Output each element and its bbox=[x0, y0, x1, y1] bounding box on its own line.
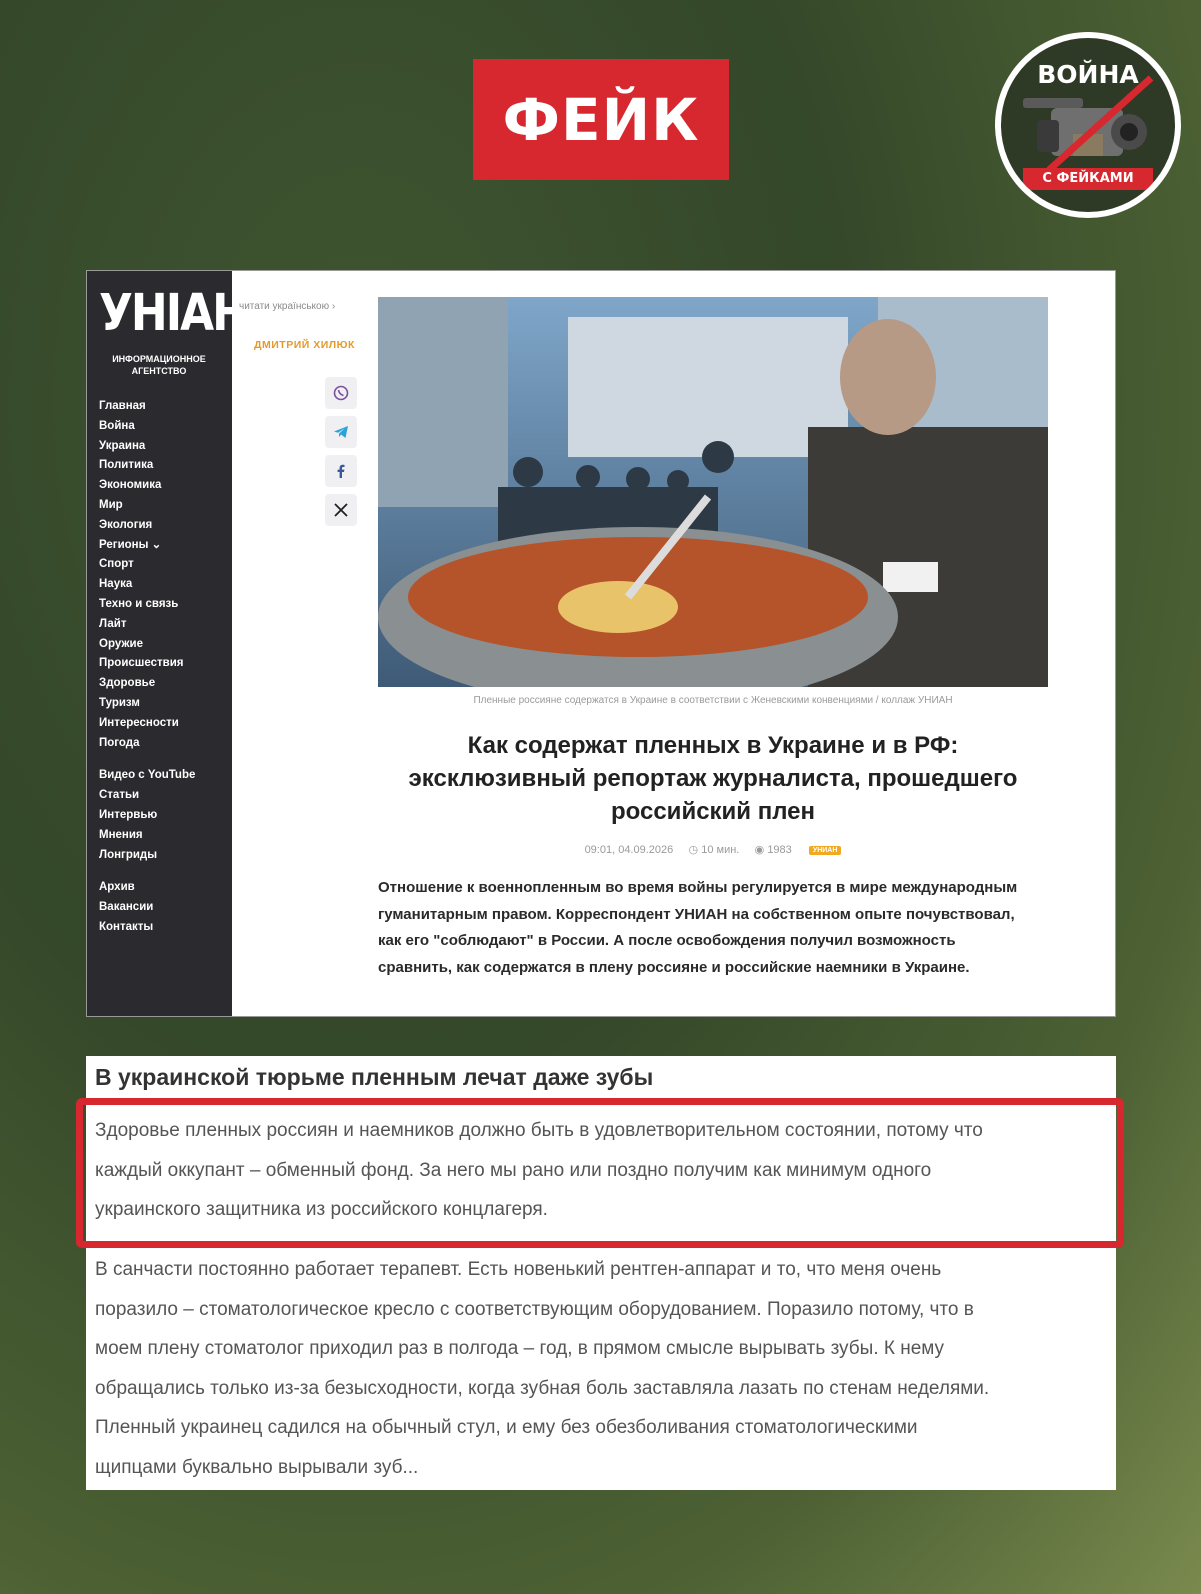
brand-tagline: ИНФОРМАЦИОННОЕ АГЕНТСТВО bbox=[112, 354, 206, 376]
text-line: щипцами буквально вырывали зуб... bbox=[95, 1456, 419, 1478]
source-badge: УНИАН bbox=[809, 846, 842, 855]
highlight-frame bbox=[76, 1098, 1124, 1248]
text-line: Здоровье пленных россиян и наемников должно быть в удовлетворительном состоянии, потому что bbox=[95, 1120, 983, 1141]
read-ukrainian-link[interactable]: читати українською › bbox=[239, 301, 336, 312]
nav-item[interactable]: Экология bbox=[99, 518, 153, 531]
telegram-share-button[interactable] bbox=[325, 416, 357, 448]
nav-item[interactable]: Экономика bbox=[99, 479, 162, 492]
nav-item[interactable]: Главная bbox=[99, 400, 146, 412]
nav-item[interactable]: Спорт bbox=[99, 558, 134, 571]
nav-item[interactable]: Лонгриды bbox=[99, 848, 158, 861]
x-icon bbox=[333, 502, 349, 518]
image-caption: Пленные россияне содержатся в Украине в соответствии с Женевскими конвенциями / коллаж УНИАН bbox=[473, 695, 953, 706]
facebook-icon bbox=[333, 463, 349, 479]
eye-icon: ◉ bbox=[754, 844, 765, 856]
fake-banner bbox=[473, 59, 729, 180]
publish-date: 09:01, 04.09.2026 bbox=[584, 844, 674, 856]
nav-item[interactable]: Регионы ⌄ bbox=[99, 538, 162, 551]
text-line: каждый оккупант – обменный фонд. За него мы рано или поздно получим как минимум одного bbox=[95, 1159, 932, 1181]
excerpt-heading: В украинской тюрьме пленным лечат даже зубы bbox=[95, 1064, 654, 1090]
nav-item[interactable]: Статьи bbox=[99, 789, 140, 802]
fake-label: ФЕЙК bbox=[502, 85, 700, 154]
text-line: поразило – стоматологическое кресло с соответствующим оборудованием. Поразило потому, что в bbox=[95, 1298, 974, 1320]
article-screenshot bbox=[86, 270, 1116, 1017]
nav-item[interactable]: Оружие bbox=[99, 637, 143, 650]
nav-item[interactable]: Погода bbox=[99, 736, 140, 749]
x-share-button[interactable] bbox=[325, 494, 357, 526]
facebook-share-button[interactable] bbox=[325, 455, 357, 487]
nav-item[interactable]: Техно и связь bbox=[99, 597, 179, 610]
view-count: 1983 bbox=[767, 844, 792, 856]
logo-top-text: ВОЙНА bbox=[1037, 60, 1139, 89]
text-line: обращались только из-за безысходности, когда зубная боль заставляла лазать по стенам неделями. bbox=[95, 1377, 990, 1399]
hero-image bbox=[378, 297, 1048, 687]
author-name[interactable]: ДМИТРИЙ ХИЛЮК bbox=[254, 339, 355, 351]
article-lead: Отношение к военнопленным во время войны регулируется в мире международным гуманитарным правом. Корреспондент УНИАН на собственном опыте почувствовал, как его "соблюдают" в России. А после освобождения получил возможность сравнить, как содержатся в плену россияне и российские наемники в Украине. bbox=[378, 879, 1018, 976]
nav-item[interactable]: Контакты bbox=[99, 920, 154, 933]
brand-name: УНІАН bbox=[99, 284, 247, 343]
nav-item[interactable]: Видео с YouTube bbox=[99, 769, 196, 782]
unian-logo[interactable] bbox=[99, 279, 247, 377]
clock-icon: ◷ bbox=[688, 844, 699, 856]
nav-item[interactable]: Мнения bbox=[99, 828, 143, 841]
sidebar-nav bbox=[99, 397, 195, 938]
nav-item[interactable]: Лайт bbox=[99, 617, 127, 630]
war-with-fakes-logo bbox=[995, 32, 1181, 218]
text-line: моем плену стоматолог приходил раз в полгода – год, в прямом смысле вырывать зубы. К нему bbox=[95, 1338, 945, 1360]
nav-item[interactable]: Интервью bbox=[99, 808, 158, 821]
nav-item[interactable]: Война bbox=[99, 419, 135, 432]
nav-item[interactable]: Политика bbox=[99, 459, 154, 472]
text-line: В санчасти постоянно работает терапевт. Есть новенький рентген-аппарат и то, что меня очень bbox=[95, 1259, 942, 1280]
read-time: 10 мин. bbox=[701, 844, 740, 856]
article-headline: Как содержат пленных в Украине и в РФ: эксклюзивный репортаж журналиста, прошедшего российский плен bbox=[408, 732, 1018, 825]
sidebar bbox=[87, 271, 247, 1016]
viber-icon bbox=[333, 385, 349, 401]
nav-item[interactable]: Вакансии bbox=[99, 901, 154, 914]
nav-item[interactable]: Туризм bbox=[99, 696, 140, 709]
nav-item[interactable]: Происшествия bbox=[99, 657, 184, 670]
viber-share-button[interactable] bbox=[325, 377, 357, 409]
nav-item[interactable]: Здоровье bbox=[99, 677, 156, 690]
nav-item[interactable]: Архив bbox=[99, 881, 135, 894]
article-meta bbox=[378, 843, 1048, 856]
logo-bottom-text: С ФЕЙКАМИ bbox=[1023, 168, 1153, 190]
body-paragraph bbox=[95, 1250, 1095, 1488]
nav-item[interactable]: Мир bbox=[99, 498, 123, 511]
nav-item[interactable]: Интересности bbox=[99, 716, 179, 729]
text-line: украинского защитника из российского концлагеря. bbox=[95, 1199, 548, 1221]
nav-item[interactable]: Наука bbox=[99, 578, 133, 591]
telegram-icon bbox=[333, 424, 349, 440]
nav-item[interactable]: Украина bbox=[99, 439, 146, 452]
text-line: Пленный украинец садился на обычный стул, и ему без обезболивания стоматологическими bbox=[95, 1417, 918, 1439]
